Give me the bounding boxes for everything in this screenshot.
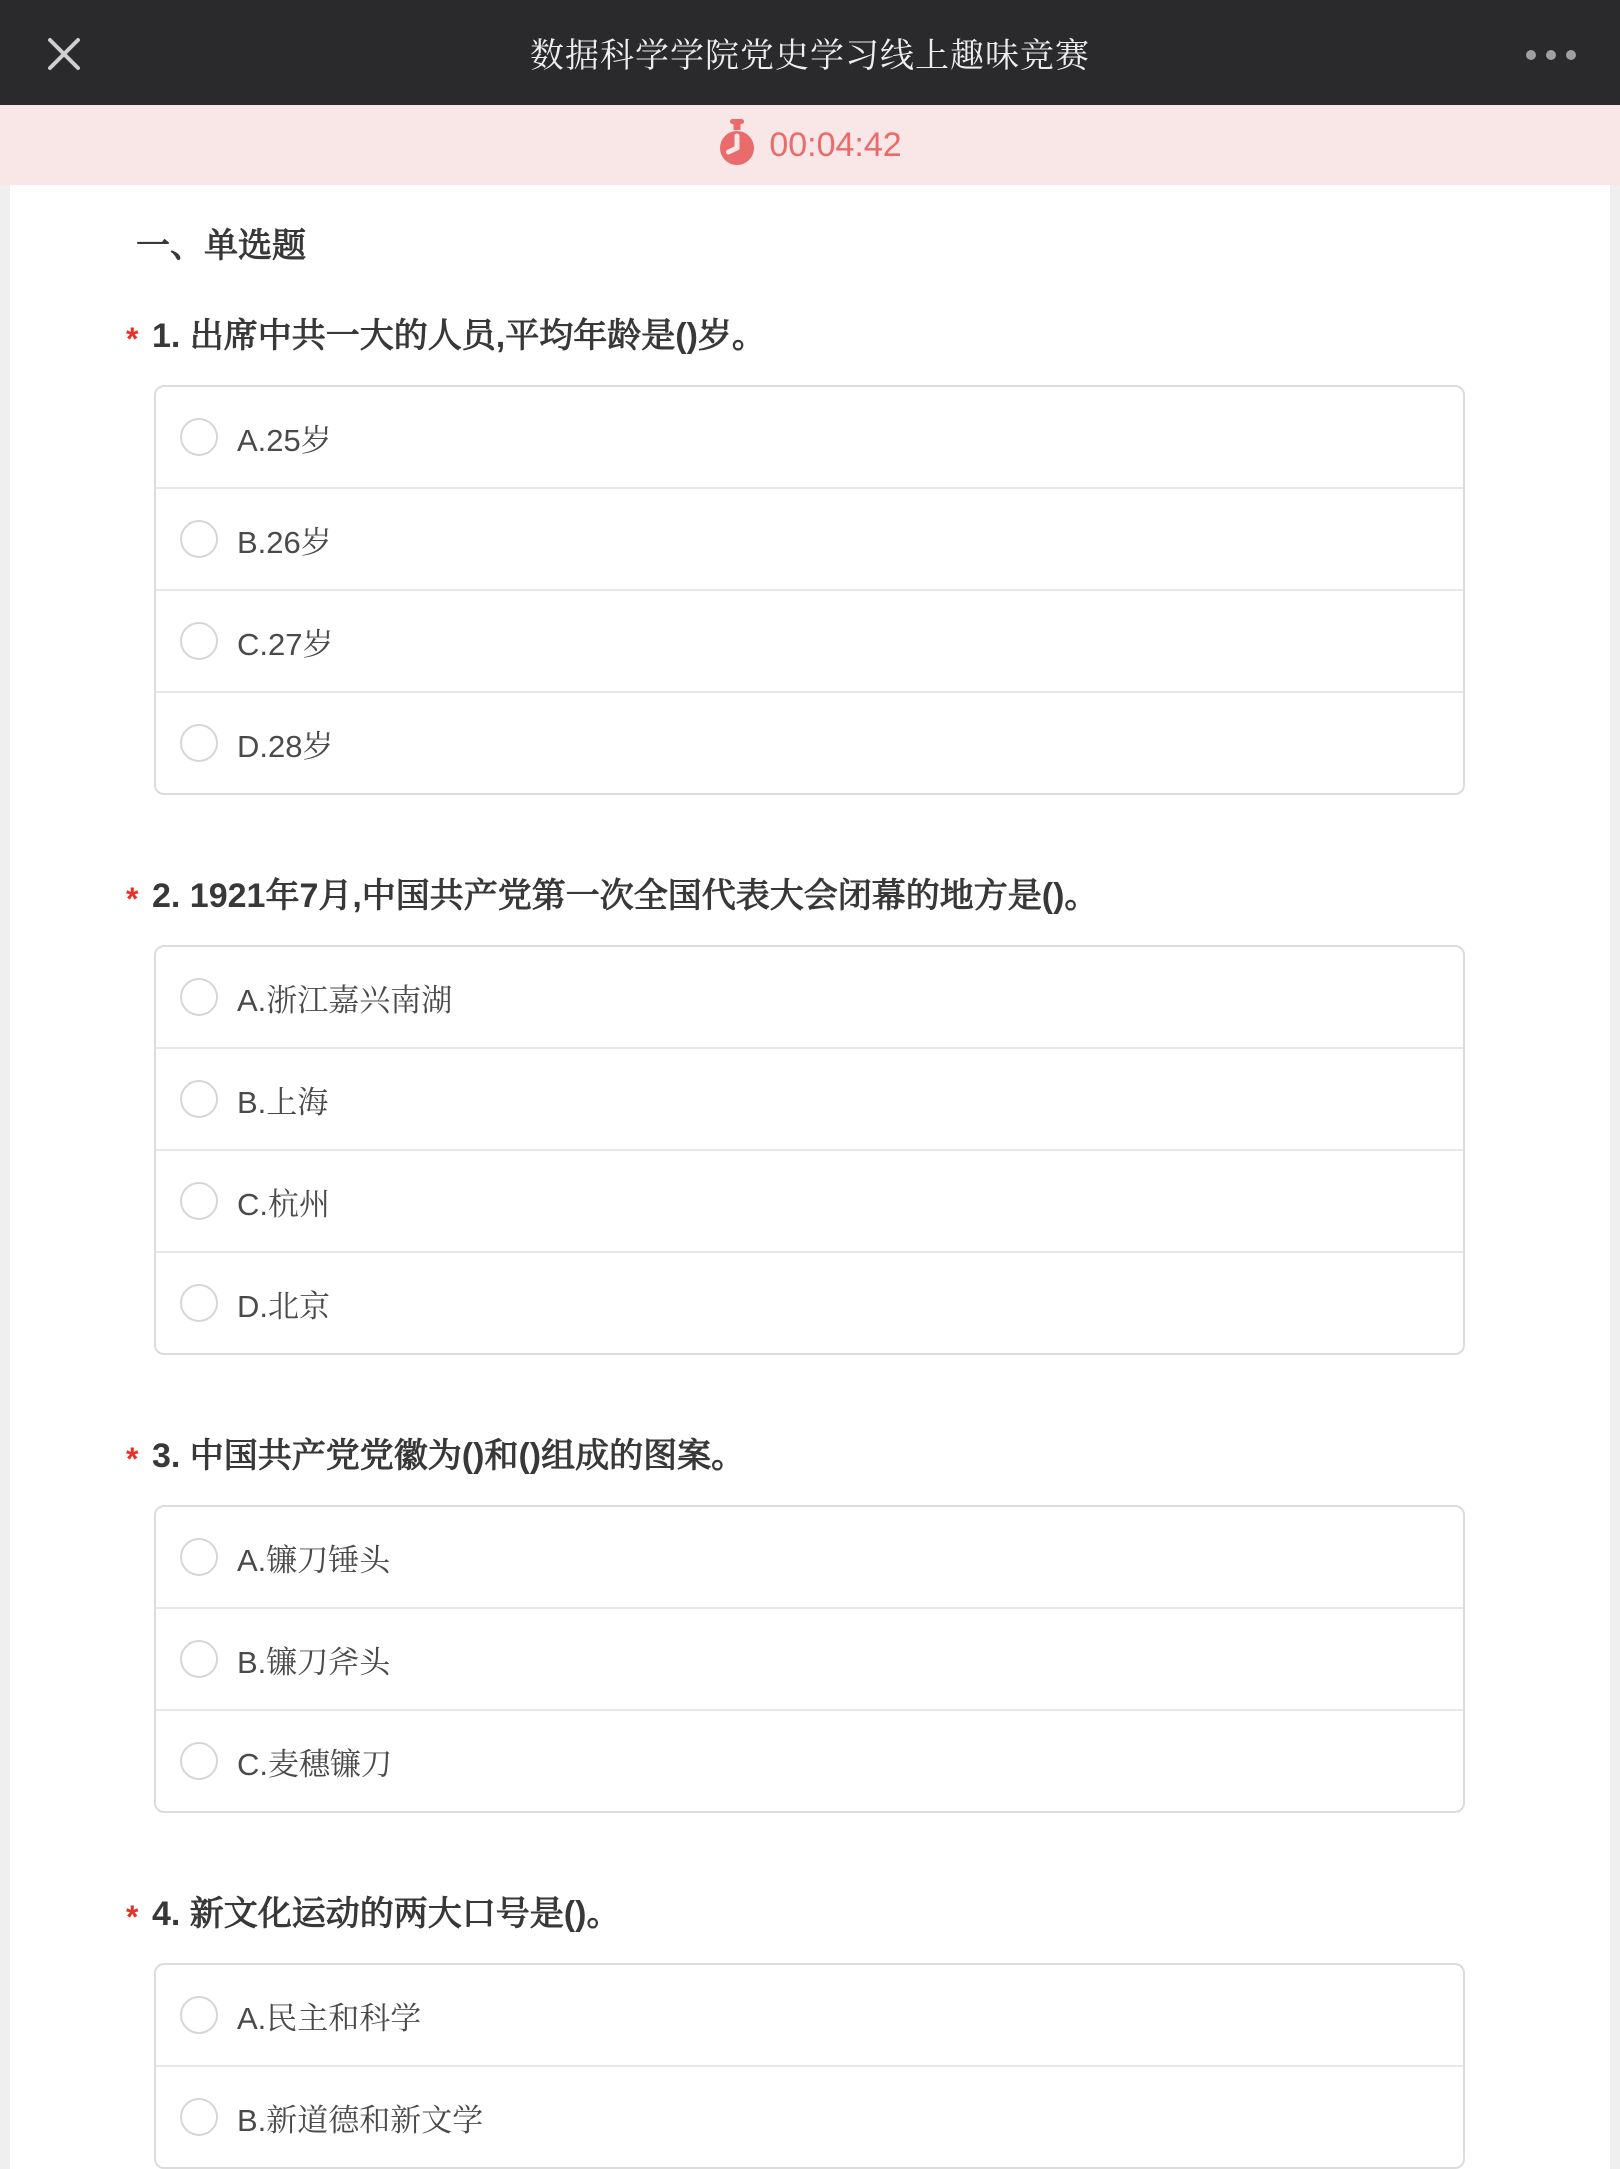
- option-label: A.浙江嘉兴南湖: [237, 982, 453, 1018]
- question-block: [126, 873, 1465, 1355]
- more-menu-icon[interactable]: [1526, 50, 1576, 60]
- option-group: [154, 1505, 1465, 1813]
- dot: [1526, 50, 1536, 60]
- radio-button-icon[interactable]: [180, 1182, 218, 1220]
- question-title: [126, 1891, 1465, 1937]
- radio-button-icon[interactable]: [180, 2098, 218, 2136]
- question-text: 2. 1921年7月,中国共产党第一次全国代表大会闭幕的地方是()。: [152, 877, 1099, 915]
- question-block: [126, 313, 1465, 795]
- question-text: 4. 新文化运动的两大口号是()。: [152, 1895, 621, 1933]
- stopwatch-icon: [718, 119, 756, 172]
- countdown-banner: [0, 105, 1620, 185]
- required-asterisk: *: [126, 1899, 139, 1935]
- option-row[interactable]: [156, 1607, 1463, 1709]
- required-asterisk: *: [126, 1441, 139, 1477]
- option-row[interactable]: [156, 947, 1463, 1047]
- option-row[interactable]: [156, 589, 1463, 691]
- option-label: B.镰刀斧头: [237, 1644, 391, 1680]
- option-group: [154, 945, 1465, 1355]
- option-row[interactable]: [156, 1709, 1463, 1811]
- radio-button-icon[interactable]: [180, 520, 218, 558]
- question-title: [126, 1433, 1465, 1479]
- option-label: C.27岁: [237, 626, 334, 662]
- option-label: A.民主和科学: [237, 2000, 422, 2036]
- question-block: [126, 1891, 1465, 2169]
- close-icon[interactable]: [46, 36, 82, 72]
- option-label: B.上海: [237, 1084, 329, 1120]
- radio-button-icon[interactable]: [180, 1742, 218, 1780]
- option-label: C.麦穗镰刀: [237, 1746, 392, 1782]
- question-text: 1. 出席中共一大的人员,平均年龄是()岁。: [152, 317, 766, 355]
- radio-button-icon[interactable]: [180, 1996, 218, 2034]
- section-header: 一、单选题: [136, 227, 306, 265]
- required-asterisk: *: [126, 321, 139, 357]
- question-title: [126, 313, 1465, 359]
- option-label: A.25岁: [237, 422, 332, 458]
- required-asterisk: *: [126, 881, 139, 917]
- radio-button-icon[interactable]: [180, 622, 218, 660]
- question-list: [10, 313, 1610, 2169]
- option-label: D.28岁: [237, 728, 334, 764]
- option-label: D.北京: [237, 1288, 330, 1324]
- option-row[interactable]: [156, 1251, 1463, 1353]
- quiz-content-card: [10, 185, 1610, 2169]
- question-title: [126, 873, 1465, 919]
- option-label: B.新道德和新文学: [237, 2102, 484, 2138]
- countdown-value: 00:04:42: [769, 125, 902, 164]
- radio-button-icon[interactable]: [180, 1080, 218, 1118]
- radio-button-icon[interactable]: [180, 1284, 218, 1322]
- question-text: 3. 中国共产党党徽为()和()组成的图案。: [152, 1437, 746, 1475]
- option-row[interactable]: [156, 1507, 1463, 1607]
- option-row[interactable]: [156, 1965, 1463, 2065]
- dot: [1546, 50, 1556, 60]
- radio-button-icon[interactable]: [180, 978, 218, 1016]
- option-label: B.26岁: [237, 524, 332, 560]
- dot: [1566, 50, 1576, 60]
- radio-button-icon[interactable]: [180, 1538, 218, 1576]
- page-title: 数据科学学院党史学习线上趣味竞赛: [530, 37, 1090, 75]
- option-label: A.镰刀锤头: [237, 1542, 391, 1578]
- app-title-bar: [0, 0, 1620, 105]
- option-row[interactable]: [156, 691, 1463, 793]
- radio-button-icon[interactable]: [180, 724, 218, 762]
- option-row[interactable]: [156, 387, 1463, 487]
- question-block: [126, 1433, 1465, 1813]
- option-row[interactable]: [156, 2065, 1463, 2167]
- option-row[interactable]: [156, 1149, 1463, 1251]
- radio-button-icon[interactable]: [180, 418, 218, 456]
- option-group: [154, 385, 1465, 795]
- option-row[interactable]: [156, 487, 1463, 589]
- option-group: [154, 1963, 1465, 2169]
- radio-button-icon[interactable]: [180, 1640, 218, 1678]
- option-label: C.杭州: [237, 1186, 330, 1222]
- option-row[interactable]: [156, 1047, 1463, 1149]
